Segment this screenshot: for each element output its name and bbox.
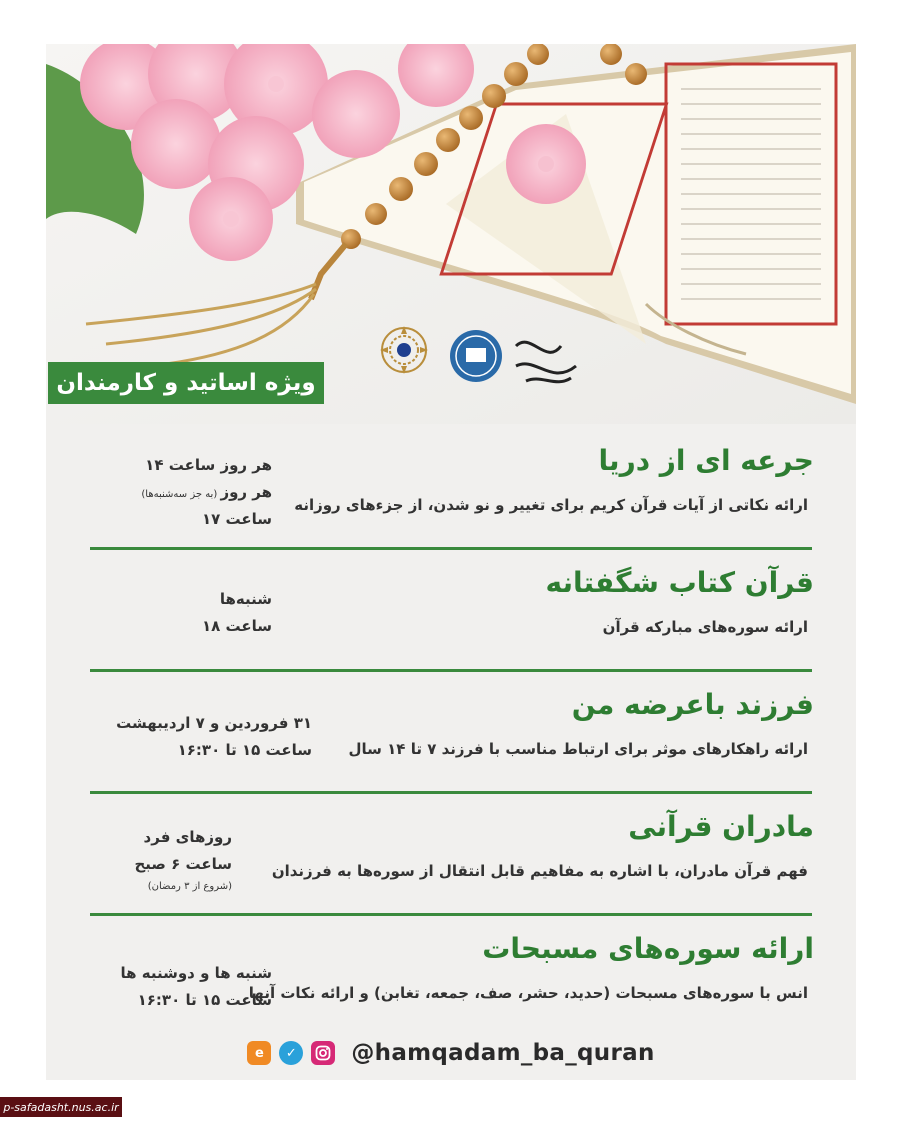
institute-seal-logo <box>376 322 432 378</box>
program-title: مادران قرآنی <box>628 810 814 843</box>
schedule-line <box>92 479 272 506</box>
program-description: ارائه سوره‌های مبارکه قرآن <box>602 618 808 636</box>
schedule-line: شنبه ها و دوشنبه ها <box>120 964 272 982</box>
program-description: انس با سوره‌های مسبحات (حدید، حشر، صف، جمعه، تغابن) و ارائه نکات آنها <box>248 984 808 1002</box>
program-schedule <box>92 960 272 1014</box>
program-row <box>46 436 856 558</box>
program-row <box>46 802 856 924</box>
poster <box>46 44 856 1080</box>
telegram-icon[interactable]: ✓ <box>279 1041 303 1065</box>
social-footer <box>46 1030 856 1076</box>
program-list <box>46 436 856 1048</box>
schedule-text: هر روز <box>220 483 272 501</box>
program-schedule <box>92 824 232 896</box>
schedule-line: ساعت ۱۷ <box>201 510 272 528</box>
program-row <box>46 680 856 802</box>
schedule-line: هر روز ساعت ۱۴ <box>145 456 272 474</box>
eitaa-icon[interactable]: e <box>247 1041 271 1065</box>
schedule-line: روزهای فرد <box>143 828 232 846</box>
schedule-line: ساعت ۱۵ تا ۱۶:۳۰ <box>137 991 272 1009</box>
schedule-line: ساعت ۶ صبح <box>134 855 232 873</box>
social-handle[interactable]: @hamqadam_ba_quran <box>351 1040 655 1066</box>
schedule-line: شنبه‌ها <box>219 590 272 608</box>
program-description: فهم قرآن مادران، با اشاره به مفاهیم قابل انتقال از سوره‌ها به فرزندان <box>271 862 808 880</box>
row-divider <box>90 913 812 916</box>
program-description: ارائه نکاتی از آیات قرآن کریم برای تغییر و نو شدن، از جزءهای روزانه <box>294 496 808 514</box>
program-row <box>46 558 856 680</box>
row-divider <box>90 669 812 672</box>
row-divider <box>90 791 812 794</box>
program-schedule <box>92 452 272 533</box>
schedule-line: ساعت ۱۵ تا ۱۶:۳۰ <box>177 741 312 759</box>
university-logo <box>446 326 586 400</box>
program-schedule <box>92 586 272 640</box>
program-description: ارائه راهکارهای موثر برای ارتباط مناسب با فرزند ۷ تا ۱۴ سال <box>348 740 808 758</box>
program-title: قرآن کتاب شگفتانه <box>545 566 814 599</box>
schedule-note: (شروع از ۳ رمضان) <box>147 881 232 892</box>
audience-badge: ویژه اساتید و کارمندان <box>48 362 324 404</box>
schedule-note: (به جز سه‌شنبه‌ها) <box>141 489 221 500</box>
row-divider <box>90 547 812 550</box>
program-title: جرعه ای از دریا <box>598 444 814 477</box>
schedule-line: ۳۱ فروردین و ۷ اردیبهشت <box>116 714 312 732</box>
schedule-line: ساعت ۱۸ <box>201 617 272 635</box>
program-schedule <box>92 710 312 764</box>
program-title: ارائه سوره‌های مسبحات <box>482 932 814 965</box>
program-title: فرزند باعرضه من <box>571 688 814 721</box>
instagram-icon[interactable] <box>311 1041 335 1065</box>
site-watermark: p-safadasht.nus.ac.ir <box>0 1097 122 1117</box>
